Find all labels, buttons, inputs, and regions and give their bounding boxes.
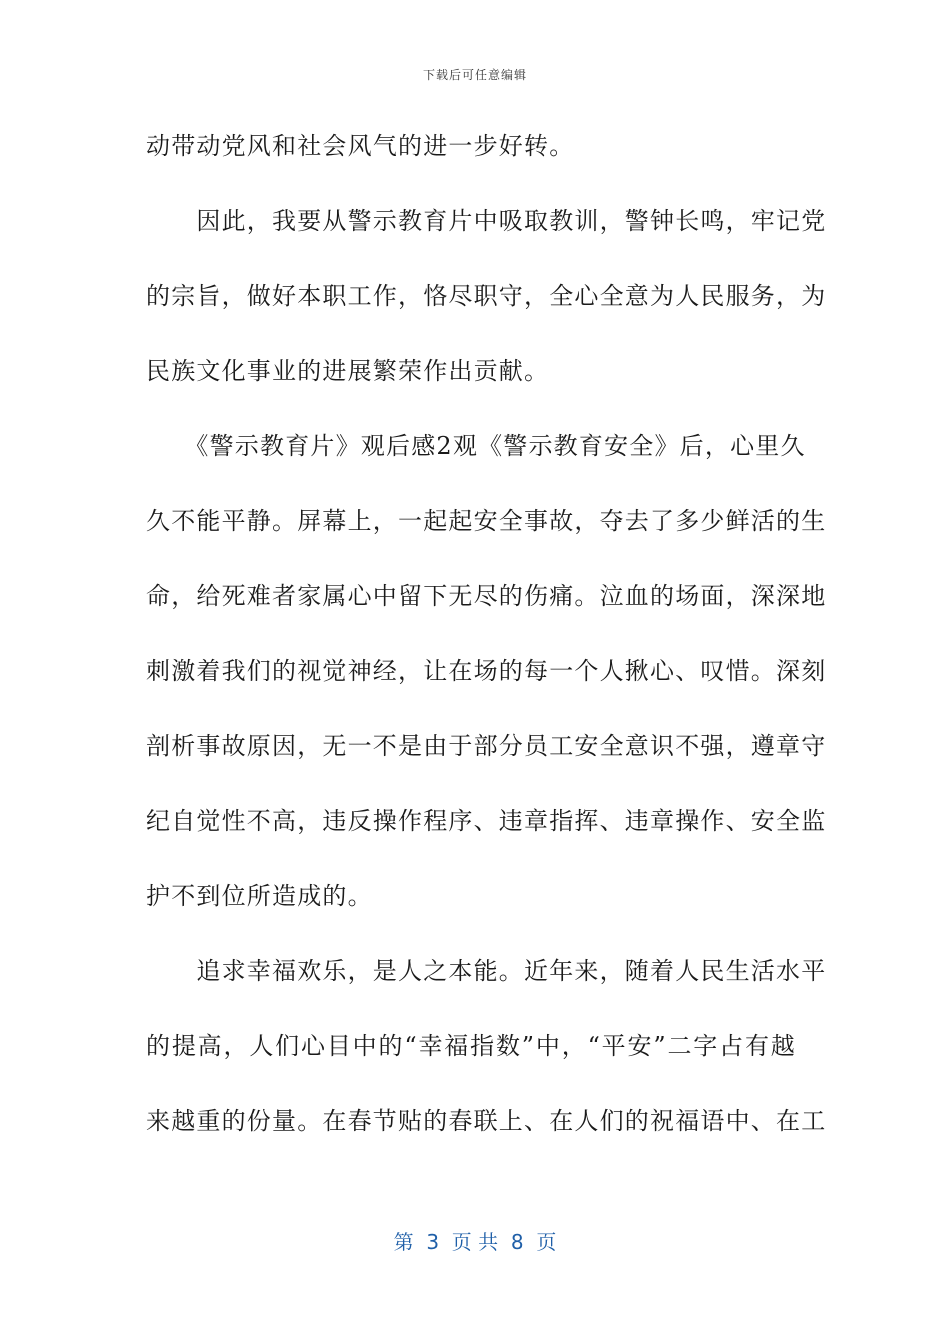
text-line: 因此，我要从警示教育片中吸取教训，警钟长鸣，牢记党 <box>146 207 827 235</box>
text-line: 的提高，人们心目中的“幸福指数”中，“平安”二字占有越 <box>146 1032 796 1060</box>
page-header-note: 下载后可任意编辑 <box>422 68 527 82</box>
text-line: 动带动党风和社会风气的进一步好转。 <box>146 132 575 160</box>
text-line: 纪自觉性不高，违反操作程序、违章指挥、违章操作、安全监 <box>146 807 827 835</box>
text-line: 追求幸福欢乐，是人之本能。近年来，随着人民生活水平 <box>146 957 827 985</box>
text-line: 的宗旨，做好本职工作，恪尽职守，全心全意为人民服务，为 <box>146 282 827 310</box>
text-line: 命，给死难者家属心中留下无尽的伤痛。泣血的场面，深深地 <box>146 582 827 610</box>
text-line: 护不到位所造成的。 <box>146 882 373 910</box>
text-line: 来越重的份量。在春节贴的春联上、在人们的祝福语中、在工 <box>146 1107 827 1135</box>
text-line: 久不能平静。屏幕上，一起起安全事故，夺去了多少鲜活的生 <box>146 507 827 535</box>
text-line: 《警示教育片》观后感2观《警示教育安全》后，心里久 <box>146 432 806 460</box>
page-number-footer: 第 3 页 共 8 页 <box>393 1230 557 1254</box>
text-line: 民族文化事业的进展繁荣作出贡献。 <box>146 357 550 385</box>
text-line: 剖析事故原因，无一不是由于部分员工安全意识不强，遵章守 <box>146 732 827 760</box>
text-line: 刺激着我们的视觉神经，让在场的每一个人揪心、叹惜。深刻 <box>146 657 827 685</box>
body-text <box>146 127 827 1177</box>
